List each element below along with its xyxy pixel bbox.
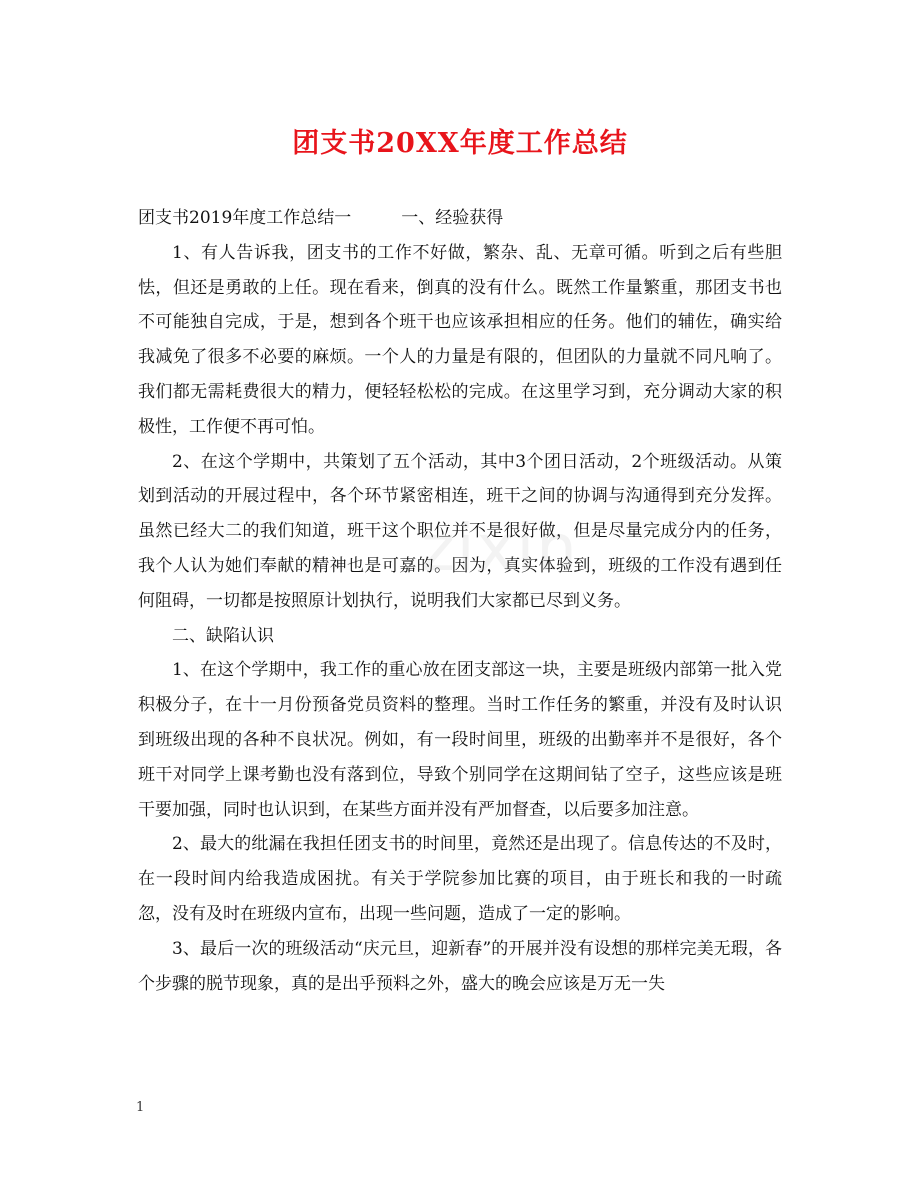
paragraph-1: 1、有人告诉我，团支书的工作不好做，繁杂、乱、无章可循。听到之后有些胆怯，但还是勇敢的上任。现在看来，倒真的没有什么。既然工作量繁重，那团支书也不可能独自完成，于是，想到各个班干也应该承担相应的任务。他们的辅佐，确实给我减免了很多不必要的麻烦。一个人的力量是有限的，但团队的力量就不同凡响了。我们都无需耗费很大的精力，便轻轻松松的完成。在这里学习到，充分调动大家的积极性，工作便不再可怕。 — [138, 242, 782, 437]
section-heading-experience: 一、经验获得 — [401, 208, 504, 228]
paragraph-4: 2、最大的纰漏在我担任团支书的时间里，竟然还是出现了。信息传达的不及时，在一段时间内给我造成困扰。有关于学院参加比赛的项目，由于班长和我的一时疏忽，没有及时在班级内宣布，出现一些问题，造成了一定的影响。 — [138, 834, 782, 924]
paragraph-2: 2、在这个学期中，共策划了五个活动，其中3个团日活动，2个班级活动。从策划到活动的开展过程中，各个环节紧密相连，班干之间的协调与沟通得到充分发挥。虽然已经大二的我们知道，班干这个职位并不是很好做，但是尽量完成分内的任务，我个人认为她们奉献的精神也是可嘉的。因为，真实体验到，班级的工作没有遇到任何阻碍，一切都是按照原计划执行，说明我们大家都已尽到义务。 — [138, 451, 782, 611]
page-title: 团支书20XX年度工作总结 — [292, 128, 628, 159]
watermark: zixin — [421, 512, 579, 586]
paragraph-5: 3、最后一次的班级活动“庆元旦，迎新春”的开展并没有设想的那样完美无瑕，各个步骤的脱节现象，真的是出乎预料之外，盛大的晚会应该是万无一失 — [138, 938, 782, 994]
section-heading-defects: 二、缺陷认识 — [172, 625, 274, 646]
intro-line — [138, 201, 782, 236]
document-body — [138, 201, 782, 1001]
page-number: 1 — [136, 1100, 145, 1115]
intro-heading: 团支书2019年度工作总结一 — [138, 208, 352, 228]
paragraph-3: 1、在这个学期中，我工作的重心放在团支部这一块，主要是班级内部第一批入党积极分子，在十一月份预备党员资料的整理。当时工作任务的繁重，并没有及时认识到班级出现的各种不良状况。例如，有一段时间里，班级的出勤率并不是很好，各个班干对同学上课考勤也没有落到位，导致个别同学在这期间钻了空子，这些应该是班干要加强，同时也认识到，在某些方面并没有严加督查，以后要多加注意。 — [138, 660, 782, 820]
